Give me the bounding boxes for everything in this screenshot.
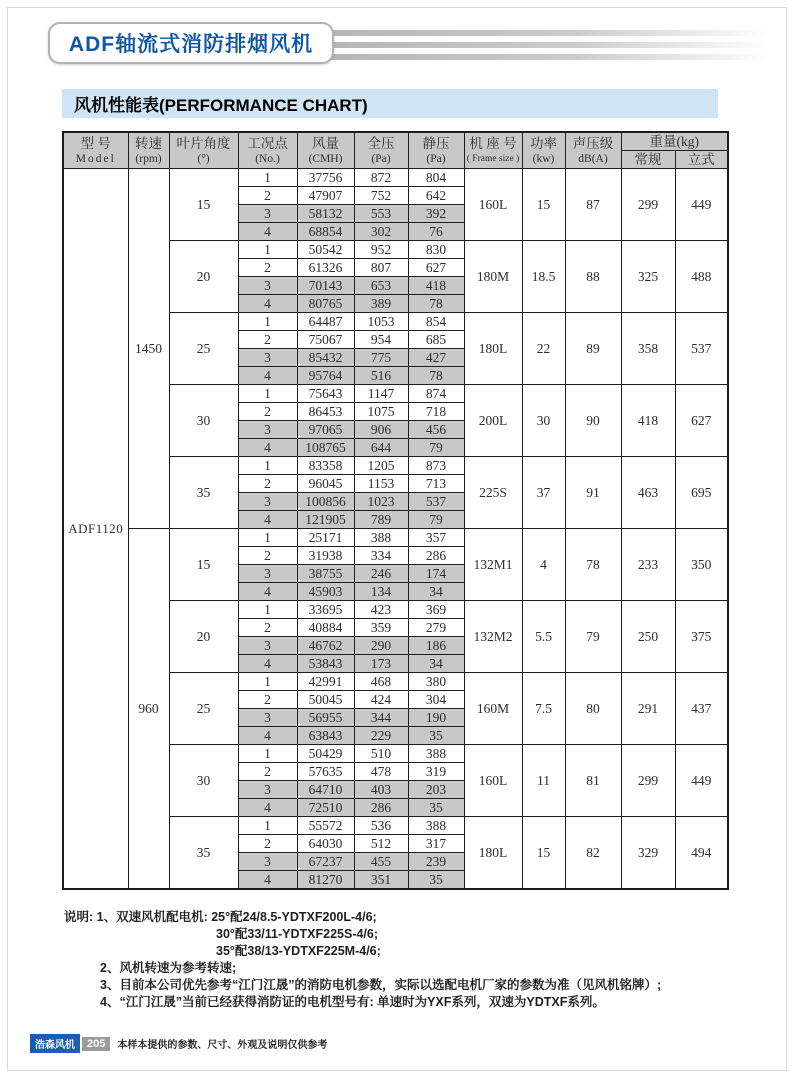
cell-airflow: 72510 (297, 799, 354, 817)
cell-power: 30 (522, 385, 565, 457)
cell-rpm: 960 (128, 529, 169, 890)
cell-airflow: 38755 (297, 565, 354, 583)
cell-point: 3 (238, 709, 297, 727)
cell-total-pressure: 644 (354, 439, 408, 457)
notes (64, 909, 754, 1011)
cell-weight-vertical: 488 (675, 241, 728, 313)
note-line: 30°配33/11-YDTXF225S-4/6; (216, 927, 379, 941)
cell-angle: 15 (169, 529, 238, 601)
table-header (63, 132, 728, 169)
cell-static-pressure: 380 (408, 673, 464, 691)
cell-point: 2 (238, 619, 297, 637)
cell-airflow: 47907 (297, 187, 354, 205)
cell-airflow: 50045 (297, 691, 354, 709)
page-title: ADF轴流式消防排烟风机 (68, 33, 314, 56)
cell-airflow: 40884 (297, 619, 354, 637)
col-header-weight-vertical: 立式 (675, 151, 728, 169)
cell-airflow: 86453 (297, 403, 354, 421)
cell-total-pressure: 906 (354, 421, 408, 439)
cell-point: 1 (238, 745, 297, 763)
cell-static-pressure: 239 (408, 853, 464, 871)
cell-weight-regular: 291 (621, 673, 675, 745)
cell-total-pressure: 403 (354, 781, 408, 799)
cell-airflow: 37756 (297, 169, 354, 187)
cell-airflow: 56955 (297, 709, 354, 727)
cell-angle: 25 (169, 313, 238, 385)
cell-point: 2 (238, 475, 297, 493)
cell-point: 2 (238, 691, 297, 709)
cell-point: 3 (238, 637, 297, 655)
cell-point: 4 (238, 511, 297, 529)
cell-frame: 180M (464, 241, 522, 313)
cell-static-pressure: 685 (408, 331, 464, 349)
cell-total-pressure: 423 (354, 601, 408, 619)
cell-point: 4 (238, 871, 297, 890)
cell-noise: 78 (565, 529, 621, 601)
cell-total-pressure: 478 (354, 763, 408, 781)
cell-airflow: 57635 (297, 763, 354, 781)
cell-angle: 20 (169, 601, 238, 673)
cell-airflow: 67237 (297, 853, 354, 871)
cell-noise: 82 (565, 817, 621, 890)
cell-total-pressure: 1023 (354, 493, 408, 511)
cell-airflow: 95764 (297, 367, 354, 385)
cell-static-pressure: 830 (408, 241, 464, 259)
cell-point: 1 (238, 169, 297, 187)
cell-airflow: 97065 (297, 421, 354, 439)
cell-point: 3 (238, 493, 297, 511)
notes-label: 说明: (64, 910, 97, 924)
cell-airflow: 108765 (297, 439, 354, 457)
cell-total-pressure: 553 (354, 205, 408, 223)
footer-disclaimer: 本样本提供的参数、尺寸、外观及说明仅供参考 (117, 1040, 328, 1051)
cell-airflow: 75643 (297, 385, 354, 403)
section-title-bar (62, 89, 718, 118)
note-number: 2、 (100, 961, 120, 975)
col-header-model: 型 号 Model (63, 132, 128, 169)
cell-airflow: 70143 (297, 277, 354, 295)
cell-static-pressure: 854 (408, 313, 464, 331)
cell-total-pressure: 516 (354, 367, 408, 385)
cell-static-pressure: 78 (408, 367, 464, 385)
cell-angle: 35 (169, 817, 238, 890)
cell-static-pressure: 369 (408, 601, 464, 619)
cell-total-pressure: 872 (354, 169, 408, 187)
performance-table (62, 131, 729, 890)
cell-airflow: 83358 (297, 457, 354, 475)
cell-total-pressure: 1147 (354, 385, 408, 403)
cell-static-pressure: 388 (408, 817, 464, 835)
cell-frame: 160L (464, 745, 522, 817)
cell-point: 2 (238, 835, 297, 853)
cell-point: 4 (238, 655, 297, 673)
cell-static-pressure: 357 (408, 529, 464, 547)
cell-total-pressure: 807 (354, 259, 408, 277)
cell-static-pressure: 34 (408, 655, 464, 673)
cell-total-pressure: 536 (354, 817, 408, 835)
cell-frame: 180L (464, 313, 522, 385)
page-title-box (48, 22, 334, 64)
cell-airflow: 75067 (297, 331, 354, 349)
cell-point: 1 (238, 385, 297, 403)
cell-airflow: 50429 (297, 745, 354, 763)
cell-total-pressure: 334 (354, 547, 408, 565)
col-header-power: 功率 (kw) (522, 132, 565, 169)
cell-airflow: 121905 (297, 511, 354, 529)
cell-static-pressure: 317 (408, 835, 464, 853)
col-header-weight: 重量(kg) (621, 132, 728, 151)
cell-static-pressure: 190 (408, 709, 464, 727)
note-line: 4、“江门江晟”当前已经获得消防证的电机型号有: 单速时为YXF系列，双速为YDTXF系列。 (100, 995, 605, 1009)
cell-point: 2 (238, 187, 297, 205)
cell-static-pressure: 713 (408, 475, 464, 493)
cell-static-pressure: 874 (408, 385, 464, 403)
cell-weight-vertical: 350 (675, 529, 728, 601)
cell-angle: 25 (169, 673, 238, 745)
note-line: 3、目前本公司优先参考“江门江晟”的消防电机参数，实际以选配电机厂家的参数为准（见风机铭牌）; (100, 978, 662, 992)
cell-static-pressure: 35 (408, 727, 464, 745)
cell-noise: 90 (565, 385, 621, 457)
cell-static-pressure: 456 (408, 421, 464, 439)
cell-frame: 225S (464, 457, 522, 529)
col-header-weight-regular: 常规 (621, 151, 675, 169)
cell-total-pressure: 510 (354, 745, 408, 763)
cell-weight-vertical: 695 (675, 457, 728, 529)
cell-angle: 15 (169, 169, 238, 241)
cell-weight-vertical: 627 (675, 385, 728, 457)
cell-static-pressure: 286 (408, 547, 464, 565)
cell-power: 11 (522, 745, 565, 817)
cell-total-pressure: 789 (354, 511, 408, 529)
cell-airflow: 58132 (297, 205, 354, 223)
note-number: 3、 (100, 978, 120, 992)
cell-total-pressure: 388 (354, 529, 408, 547)
footer (30, 1034, 327, 1053)
cell-frame: 132M2 (464, 601, 522, 673)
cell-total-pressure: 286 (354, 799, 408, 817)
cell-total-pressure: 229 (354, 727, 408, 745)
cell-static-pressure: 79 (408, 511, 464, 529)
cell-weight-vertical: 449 (675, 169, 728, 241)
cell-noise: 89 (565, 313, 621, 385)
cell-point: 4 (238, 223, 297, 241)
cell-static-pressure: 319 (408, 763, 464, 781)
cell-power: 37 (522, 457, 565, 529)
cell-point: 3 (238, 349, 297, 367)
cell-total-pressure: 344 (354, 709, 408, 727)
cell-point: 4 (238, 295, 297, 313)
cell-power: 4 (522, 529, 565, 601)
cell-noise: 81 (565, 745, 621, 817)
cell-static-pressure: 34 (408, 583, 464, 601)
cell-noise: 87 (565, 169, 621, 241)
cell-power: 15 (522, 169, 565, 241)
cell-weight-regular: 418 (621, 385, 675, 457)
cell-total-pressure: 351 (354, 871, 408, 890)
col-header-speed: 转速 (rpm) (128, 132, 169, 169)
cell-angle: 30 (169, 745, 238, 817)
cell-static-pressure: 76 (408, 223, 464, 241)
cell-airflow: 96045 (297, 475, 354, 493)
cell-airflow: 64487 (297, 313, 354, 331)
cell-power: 7.5 (522, 673, 565, 745)
cell-total-pressure: 134 (354, 583, 408, 601)
cell-airflow: 33695 (297, 601, 354, 619)
cell-static-pressure: 78 (408, 295, 464, 313)
cell-static-pressure: 642 (408, 187, 464, 205)
cell-angle: 35 (169, 457, 238, 529)
cell-point: 3 (238, 421, 297, 439)
cell-model: ADF1120 (63, 169, 128, 890)
cell-total-pressure: 246 (354, 565, 408, 583)
cell-airflow: 100856 (297, 493, 354, 511)
cell-weight-vertical: 494 (675, 817, 728, 890)
cell-static-pressure: 718 (408, 403, 464, 421)
cell-total-pressure: 752 (354, 187, 408, 205)
cell-total-pressure: 359 (354, 619, 408, 637)
cell-point: 1 (238, 601, 297, 619)
cell-total-pressure: 290 (354, 637, 408, 655)
cell-weight-regular: 358 (621, 313, 675, 385)
cell-point: 4 (238, 583, 297, 601)
cell-static-pressure: 537 (408, 493, 464, 511)
cell-static-pressure: 79 (408, 439, 464, 457)
cell-weight-regular: 463 (621, 457, 675, 529)
note-number: 4、 (100, 995, 120, 1009)
note-number: 1、 (96, 910, 117, 924)
cell-angle: 20 (169, 241, 238, 313)
cell-power: 18.5 (522, 241, 565, 313)
cell-weight-regular: 250 (621, 601, 675, 673)
cell-point: 1 (238, 817, 297, 835)
table-body (63, 169, 728, 890)
cell-point: 3 (238, 205, 297, 223)
cell-static-pressure: 804 (408, 169, 464, 187)
cell-airflow: 63843 (297, 727, 354, 745)
cell-total-pressure: 775 (354, 349, 408, 367)
cell-static-pressure: 186 (408, 637, 464, 655)
cell-static-pressure: 873 (408, 457, 464, 475)
col-header-frame: 机 座 号 ( Frame size ) (464, 132, 522, 169)
cell-point: 2 (238, 331, 297, 349)
cell-total-pressure: 653 (354, 277, 408, 295)
cell-point: 1 (238, 457, 297, 475)
cell-power: 5.5 (522, 601, 565, 673)
cell-point: 3 (238, 565, 297, 583)
cell-point: 3 (238, 277, 297, 295)
cell-weight-vertical: 449 (675, 745, 728, 817)
cell-noise: 79 (565, 601, 621, 673)
cell-rpm: 1450 (128, 169, 169, 529)
cell-point: 1 (238, 313, 297, 331)
cell-point: 2 (238, 763, 297, 781)
cell-frame: 200L (464, 385, 522, 457)
cell-point: 1 (238, 673, 297, 691)
cell-airflow: 50542 (297, 241, 354, 259)
cell-static-pressure: 174 (408, 565, 464, 583)
cell-point: 3 (238, 781, 297, 799)
cell-point: 2 (238, 547, 297, 565)
col-header-total-pressure: 全压 (Pa) (354, 132, 408, 169)
cell-total-pressure: 512 (354, 835, 408, 853)
cell-static-pressure: 427 (408, 349, 464, 367)
cell-airflow: 68854 (297, 223, 354, 241)
cell-point: 4 (238, 367, 297, 385)
cell-weight-vertical: 437 (675, 673, 728, 745)
table-row (63, 169, 728, 187)
cell-airflow: 64030 (297, 835, 354, 853)
cell-noise: 80 (565, 673, 621, 745)
brand-badge: 浩森风机 (30, 1034, 80, 1053)
cell-total-pressure: 302 (354, 223, 408, 241)
cell-total-pressure: 1153 (354, 475, 408, 493)
cell-total-pressure: 173 (354, 655, 408, 673)
cell-point: 3 (238, 853, 297, 871)
cell-weight-regular: 233 (621, 529, 675, 601)
cell-frame: 132M1 (464, 529, 522, 601)
cell-frame: 160M (464, 673, 522, 745)
cell-airflow: 55572 (297, 817, 354, 835)
cell-airflow: 80765 (297, 295, 354, 313)
cell-static-pressure: 392 (408, 205, 464, 223)
col-header-point: 工况点 (No.) (238, 132, 297, 169)
cell-airflow: 61326 (297, 259, 354, 277)
cell-total-pressure: 1075 (354, 403, 408, 421)
cell-noise: 91 (565, 457, 621, 529)
cell-airflow: 42991 (297, 673, 354, 691)
cell-power: 15 (522, 817, 565, 890)
note-line: 2、风机转速为参考转速; (100, 961, 237, 975)
cell-weight-regular: 325 (621, 241, 675, 313)
cell-total-pressure: 952 (354, 241, 408, 259)
cell-airflow: 85432 (297, 349, 354, 367)
col-header-noise: 声压级 dB(A) (565, 132, 621, 169)
cell-airflow: 64710 (297, 781, 354, 799)
cell-point: 1 (238, 529, 297, 547)
note-line: 35°配38/13-YDTXF225M-4/6; (216, 944, 381, 958)
cell-point: 4 (238, 439, 297, 457)
cell-airflow: 25171 (297, 529, 354, 547)
cell-total-pressure: 1053 (354, 313, 408, 331)
cell-airflow: 31938 (297, 547, 354, 565)
cell-static-pressure: 388 (408, 745, 464, 763)
note-line: 说明: 1、双速风机配电机: 25°配24/8.5-YDTXF200L-4/6; (64, 910, 377, 924)
cell-airflow: 81270 (297, 871, 354, 890)
col-header-static-pressure: 静压 (Pa) (408, 132, 464, 169)
cell-power: 22 (522, 313, 565, 385)
cell-static-pressure: 203 (408, 781, 464, 799)
cell-point: 2 (238, 403, 297, 421)
section-title: 风机性能表(PERFORMANCE CHART) (74, 96, 368, 115)
cell-airflow: 53843 (297, 655, 354, 673)
cell-total-pressure: 389 (354, 295, 408, 313)
cell-static-pressure: 35 (408, 871, 464, 890)
col-header-angle: 叶片角度 (°) (169, 132, 238, 169)
cell-weight-vertical: 537 (675, 313, 728, 385)
cell-static-pressure: 279 (408, 619, 464, 637)
cell-total-pressure: 1205 (354, 457, 408, 475)
decorative-stripe (322, 54, 785, 60)
cell-frame: 180L (464, 817, 522, 890)
cell-total-pressure: 424 (354, 691, 408, 709)
cell-point: 2 (238, 259, 297, 277)
cell-frame: 160L (464, 169, 522, 241)
cell-total-pressure: 954 (354, 331, 408, 349)
cell-total-pressure: 455 (354, 853, 408, 871)
cell-point: 4 (238, 727, 297, 745)
cell-airflow: 46762 (297, 637, 354, 655)
page-number-badge: 205 (82, 1037, 110, 1051)
cell-point: 1 (238, 241, 297, 259)
cell-total-pressure: 468 (354, 673, 408, 691)
cell-weight-regular: 299 (621, 169, 675, 241)
cell-static-pressure: 35 (408, 799, 464, 817)
cell-weight-regular: 329 (621, 817, 675, 890)
cell-weight-vertical: 375 (675, 601, 728, 673)
col-header-airflow: 风量 (CMH) (297, 132, 354, 169)
cell-angle: 30 (169, 385, 238, 457)
decorative-stripe (322, 42, 785, 48)
cell-static-pressure: 627 (408, 259, 464, 277)
cell-static-pressure: 304 (408, 691, 464, 709)
decorative-stripe (322, 30, 785, 36)
cell-weight-regular: 299 (621, 745, 675, 817)
cell-static-pressure: 418 (408, 277, 464, 295)
cell-point: 4 (238, 799, 297, 817)
cell-noise: 88 (565, 241, 621, 313)
cell-airflow: 45903 (297, 583, 354, 601)
table-row (63, 529, 728, 547)
